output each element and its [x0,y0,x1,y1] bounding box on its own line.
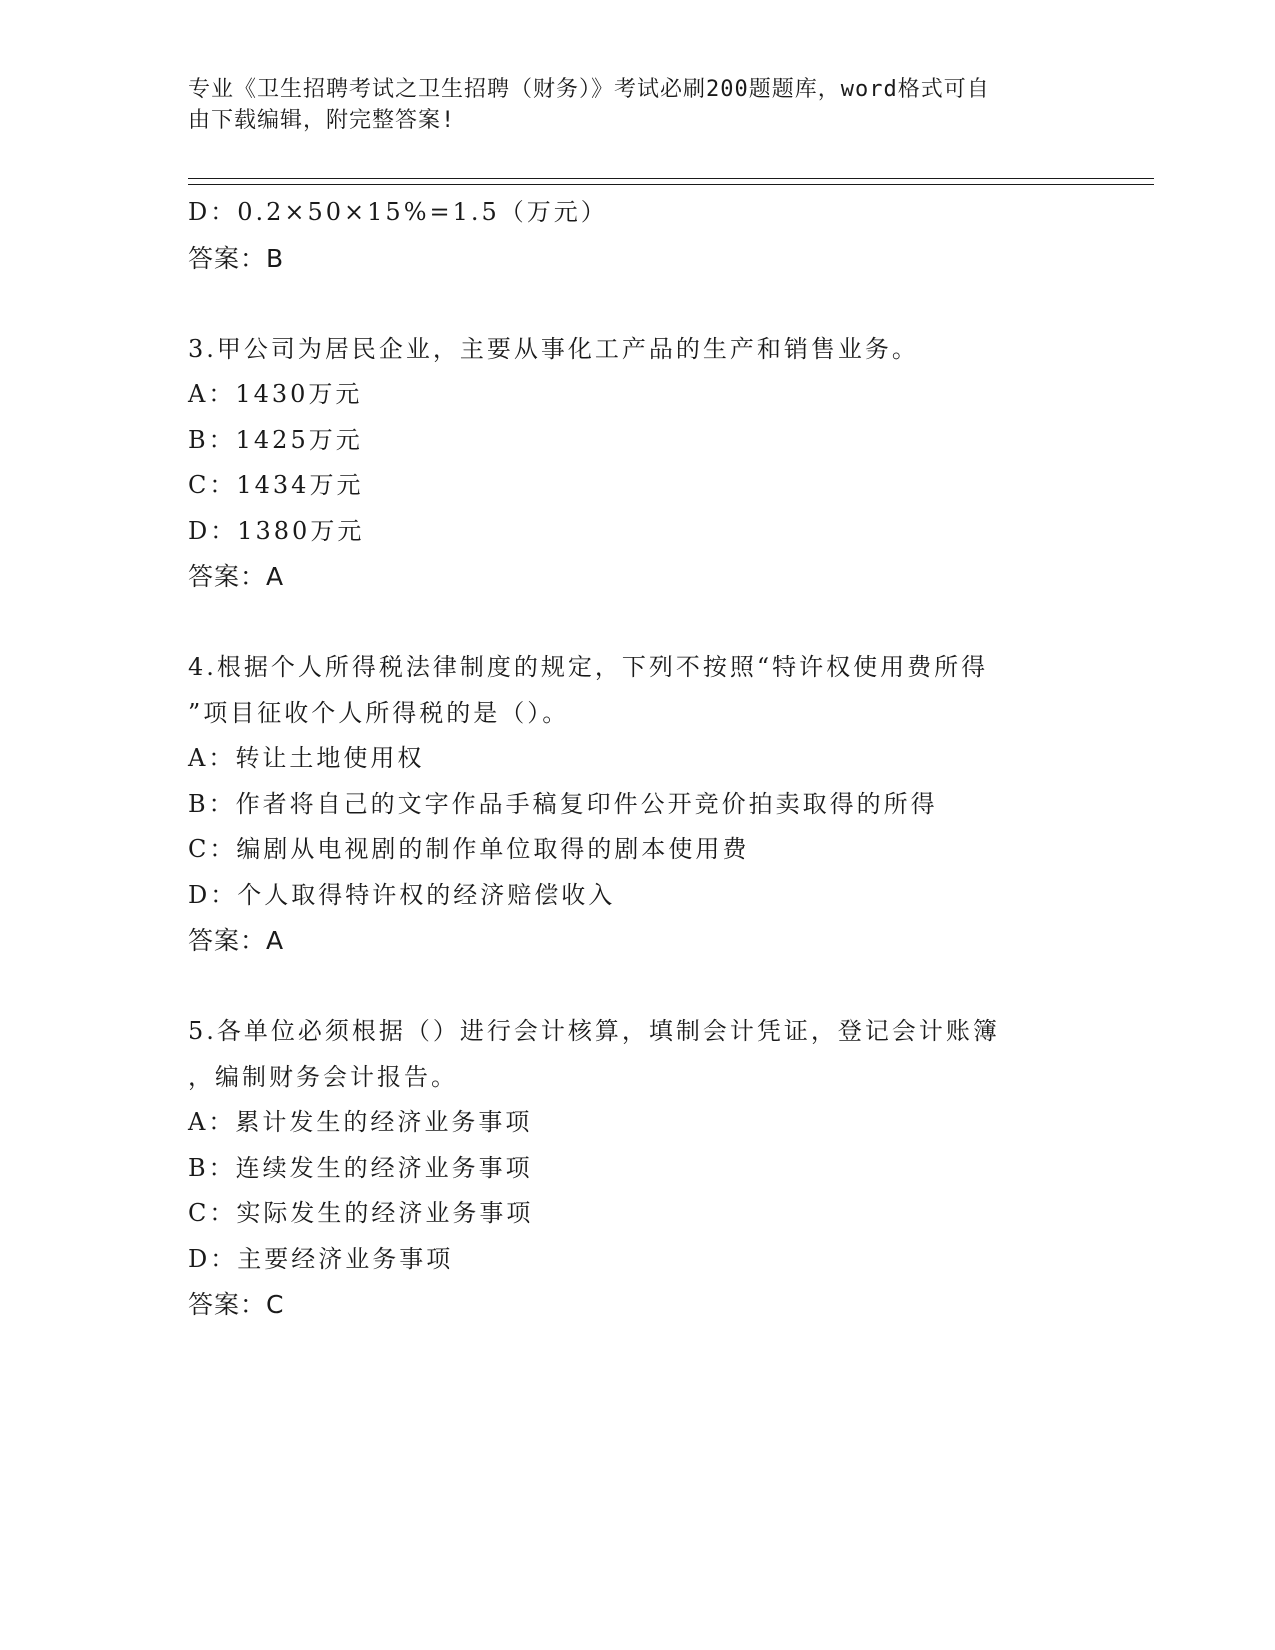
option-b: B：连续发生的经济业务事项 [188,1153,533,1182]
question-4 [188,645,1088,964]
option-a: A：1430万元 [188,380,363,408]
option-c: C：1434万元 [188,471,364,499]
option-d: D：0.2×50×15%=1.5（万元） [188,198,608,226]
question-stem: 3.甲公司为居民企业，主要从事化工产品的生产和销售业务。 [188,334,919,363]
answer-line: 答案：B [188,243,285,273]
question-stem-line-2: ，编制财务会计报告。 [188,1062,458,1091]
question-5 [188,1009,1088,1328]
question-stem-line-1: 4.根据个人所得税法律制度的规定，下列不按照“特许权使用费所得 [188,653,989,681]
question-list [188,190,1088,1328]
question-fragment [188,190,1088,281]
spacer [188,600,1088,646]
document-header [188,74,1068,136]
question-stem-line-2: ”项目征收个人所得税的是（）。 [188,698,570,727]
option-b: B：作者将自己的文字作品手稿复印件公开竞价拍卖取得的所得 [188,789,938,818]
answer-line: 答案：A [188,562,285,591]
header-line-2: 由下载编辑，附完整答案! [188,108,456,133]
question-3 [188,327,1088,600]
header-divider [188,178,1154,185]
option-a: A：转让土地使用权 [188,744,425,772]
question-stem-line-1: 5.各单位必须根据（）进行会计核算，填制会计凭证，登记会计账簿 [188,1017,1000,1045]
option-d: D：主要经济业务事项 [188,1244,454,1273]
option-b: B：1425万元 [188,425,363,454]
option-d: D：个人取得特许权的经济赔偿收入 [188,880,616,909]
header-line-1: 专业《卫生招聘考试之卫生招聘（财务）》考试必刷200题题库，word格式可自 [188,77,990,102]
option-c: C：编剧从电视剧的制作单位取得的剧本使用费 [188,835,750,863]
answer-line: 答案：A [188,926,285,955]
option-a: A：累计发生的经济业务事项 [188,1108,533,1136]
spacer [188,964,1088,1010]
answer-line: 答案：C [188,1290,285,1319]
option-d: D：1380万元 [188,516,365,545]
option-c: C：实际发生的经济业务事项 [188,1199,534,1227]
spacer [188,281,1088,327]
